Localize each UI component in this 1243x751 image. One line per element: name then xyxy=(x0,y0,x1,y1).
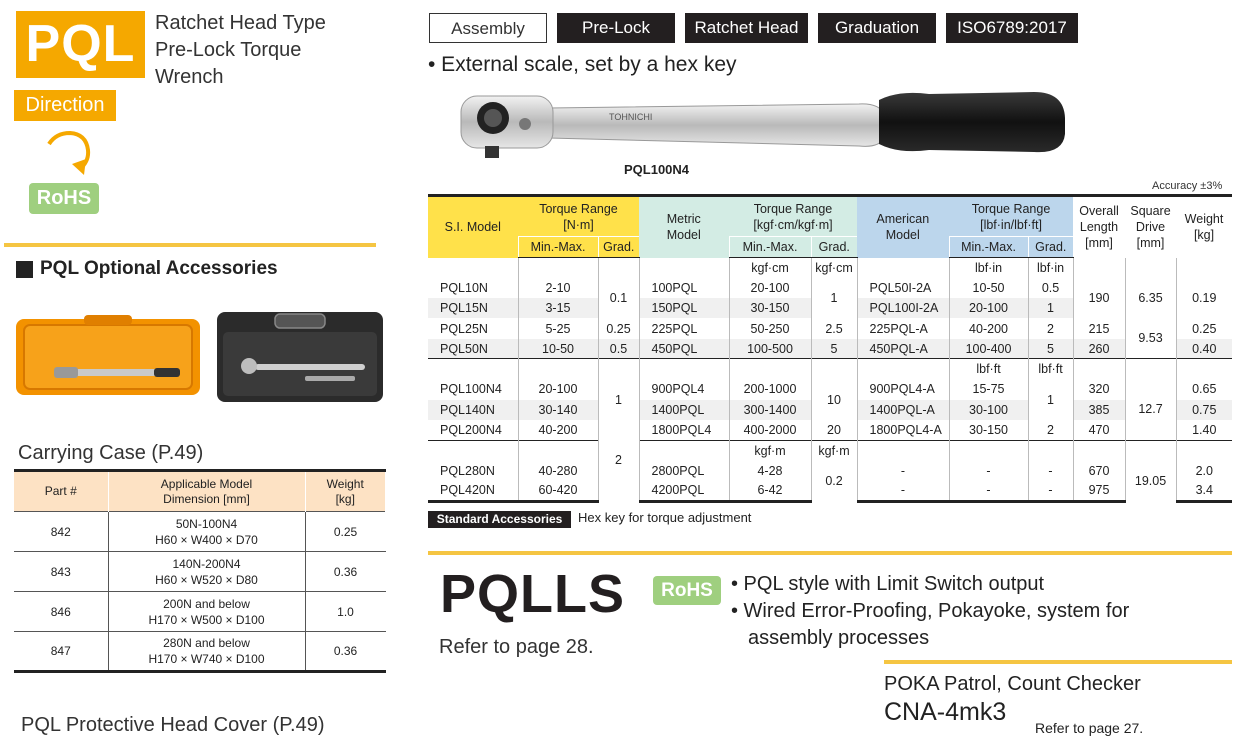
header-metric-model: Metric Model xyxy=(639,196,729,258)
header-minmax: Min.-Max. xyxy=(729,237,811,258)
cell: 0.5 xyxy=(1028,278,1073,298)
unit-row xyxy=(428,359,1232,379)
table-row xyxy=(428,379,1232,399)
pqlls-title: PQLLS xyxy=(440,564,626,624)
cell: 20-100 xyxy=(949,298,1028,318)
accuracy-note: Accuracy ±3% xyxy=(1152,180,1223,192)
feature-text: • External scale, set by a hex key xyxy=(428,53,737,76)
header-minmax: Min.-Max. xyxy=(518,237,598,258)
model-dim-cell: 200N and below H170 × W500 × D100 xyxy=(108,592,305,632)
model-dim-cell: 280N and below H170 × W740 × D100 xyxy=(108,632,305,672)
cell: 6.35 xyxy=(1125,278,1176,319)
cell: 470 xyxy=(1073,420,1125,440)
header-overall-length: Overall Length [mm] xyxy=(1073,196,1125,258)
cna-model: CNA-4mk3 xyxy=(884,698,1007,726)
divider xyxy=(4,243,376,247)
cell: 975 xyxy=(1073,481,1125,501)
unit-row xyxy=(428,440,1232,460)
standard-accessories-label: Standard Accessories xyxy=(428,511,571,528)
spec-table xyxy=(428,194,1232,503)
cell: 10-50 xyxy=(949,278,1028,298)
cell: 0.40 xyxy=(1176,339,1232,359)
cell: 3-15 xyxy=(518,298,598,318)
cell: 0.1 xyxy=(598,278,639,319)
header-torque-kgf: Torque Range [kgf·cm/kgf·m] xyxy=(729,196,857,237)
part-cell: 843 xyxy=(14,552,108,592)
clockwise-arrow-icon xyxy=(44,130,96,176)
rohs-badge: RoHS xyxy=(29,183,99,214)
cell: 0.19 xyxy=(1176,278,1232,319)
cell: 385 xyxy=(1073,400,1125,420)
si-model-cell: PQL280N xyxy=(440,463,495,478)
cell: 9.53 xyxy=(1125,318,1176,359)
cell: 200-1000 xyxy=(729,379,811,399)
header-torque-lbf: Torque Range [lbf·in/lbf·ft] xyxy=(949,196,1073,237)
cell: 300-1400 xyxy=(729,400,811,420)
cell: 4-28 xyxy=(729,460,811,480)
product-title xyxy=(155,10,395,91)
model-dim-cell: 140N-200N4 H60 × W520 × D80 xyxy=(108,552,305,592)
table-row xyxy=(14,592,386,632)
wrench-image xyxy=(459,88,1071,170)
cell: - xyxy=(949,481,1028,501)
cell: 0.25 xyxy=(598,318,639,338)
cell: 100-400 xyxy=(949,339,1028,359)
si-model-cell: PQL200N4 xyxy=(440,422,502,437)
si-model-cell: PQL25N xyxy=(440,321,488,336)
unit-cell: lbf·ft xyxy=(949,359,1028,379)
cell: 1 xyxy=(811,278,857,319)
cell: 19.05 xyxy=(1125,460,1176,501)
cell: 20-100 xyxy=(518,379,598,399)
cell: 150PQL xyxy=(639,298,729,318)
cell: 30-150 xyxy=(949,420,1028,440)
cell: - xyxy=(1028,481,1073,501)
cell: 320 xyxy=(1073,379,1125,399)
cell: 450PQL-A xyxy=(857,339,949,359)
tag-ratchet-head: Ratchet Head xyxy=(685,13,808,43)
cell: 50-250 xyxy=(729,318,811,338)
cell: 40-200 xyxy=(518,420,598,440)
cell: 0.75 xyxy=(1176,400,1232,420)
unit-cell: kgf·cm xyxy=(729,258,811,278)
cell: 4200PQL xyxy=(639,481,729,501)
col-model-dim: Applicable Model Dimension [mm] xyxy=(108,471,305,512)
table-row xyxy=(14,552,386,592)
tag-assembly: Assembly xyxy=(429,13,547,43)
accessories-heading-text: PQL Optional Accessories xyxy=(40,258,278,279)
cell: 40-280 xyxy=(518,460,598,480)
black-case-image xyxy=(215,308,385,406)
cell: 3.4 xyxy=(1176,481,1232,501)
cell: 5 xyxy=(811,339,857,359)
part-cell: 847 xyxy=(14,632,108,672)
cell: 100PQL xyxy=(639,278,729,298)
unit-cell: lbf·ft xyxy=(1028,359,1073,379)
si-model-cell: PQL10N xyxy=(440,280,488,295)
cell: 1800PQL4 xyxy=(639,420,729,440)
unit-cell: lbf·in xyxy=(949,258,1028,278)
header-grad: Grad. xyxy=(598,237,639,258)
tag-graduation: Graduation xyxy=(818,13,936,43)
title-line: Pre-Lock Torque xyxy=(155,39,302,61)
cell: 60-420 xyxy=(518,481,598,501)
header-si-model: S.I. Model xyxy=(428,196,518,258)
cell: 2 xyxy=(1028,318,1073,338)
cell: 2-10 xyxy=(518,278,598,298)
cell: 0.5 xyxy=(598,339,639,359)
cell: 5-25 xyxy=(518,318,598,338)
cell: PQL50I-2A xyxy=(857,278,949,298)
cell: 2.5 xyxy=(811,318,857,338)
unit-cell: kgf·m xyxy=(811,440,857,460)
refer-page-27: Refer to page 27. xyxy=(1035,720,1144,736)
col-part: Part # xyxy=(14,471,108,512)
table-row xyxy=(428,318,1232,338)
cell: 260 xyxy=(1073,339,1125,359)
cell: 450PQL xyxy=(639,339,729,359)
table-row xyxy=(428,278,1232,298)
header-square-drive: Square Drive [mm] xyxy=(1125,196,1176,258)
cell: - xyxy=(949,460,1028,480)
cell: 30-140 xyxy=(518,400,598,420)
cell: 10-50 xyxy=(518,339,598,359)
carrying-case-heading: Carrying Case (P.49) xyxy=(18,442,204,464)
cell: 225PQL-A xyxy=(857,318,949,338)
wrench-caption: PQL100N4 xyxy=(624,162,690,177)
pqlls-features xyxy=(731,571,1201,652)
table-row xyxy=(428,420,1232,440)
cell: - xyxy=(1028,460,1073,480)
direction-badge: Direction xyxy=(14,90,116,121)
cell: 400-2000 xyxy=(729,420,811,440)
header-minmax: Min.-Max. xyxy=(949,237,1028,258)
cell: 30-100 xyxy=(949,400,1028,420)
cell: 40-200 xyxy=(949,318,1028,338)
cell: 30-150 xyxy=(729,298,811,318)
cell: 1.40 xyxy=(1176,420,1232,440)
orange-case-image xyxy=(14,313,202,399)
cell: 1 xyxy=(1028,379,1073,420)
svg-text:TOHNICHI: TOHNICHI xyxy=(609,112,653,122)
carrying-case-table xyxy=(14,469,386,673)
cell: PQL100I-2A xyxy=(857,298,949,318)
si-model-cell: PQL100N4 xyxy=(440,382,502,397)
cell: 20 xyxy=(811,420,857,440)
cell: 2800PQL xyxy=(639,460,729,480)
cell: 2.0 xyxy=(1176,460,1232,480)
standard-accessories-text: Hex key for torque adjustment xyxy=(578,510,752,525)
cell: 6-42 xyxy=(729,481,811,501)
cell: - xyxy=(857,460,949,480)
divider xyxy=(884,660,1232,664)
cell: 190 xyxy=(1073,278,1125,319)
si-model-cell: PQL15N xyxy=(428,298,518,318)
si-model-cell: PQL50N xyxy=(428,339,518,359)
feature-bullet: • Wired Error-Proofing, Pokayoke, system for xyxy=(731,600,1130,622)
rohs-badge: RoHS xyxy=(653,576,721,605)
feature-bullet: • PQL style with Limit Switch output xyxy=(731,573,1045,595)
accessories-heading xyxy=(16,258,278,280)
table-row xyxy=(14,512,386,552)
refer-page-28: Refer to page 28. xyxy=(439,636,594,658)
cell: 1400PQL xyxy=(639,400,729,420)
header-weight: Weight [kg] xyxy=(1176,196,1232,258)
header-torque-nm: Torque Range [N·m] xyxy=(518,196,639,237)
cell: 10 xyxy=(811,379,857,420)
cell: 900PQL4 xyxy=(639,379,729,399)
table-row xyxy=(428,460,1232,480)
weight-cell: 0.36 xyxy=(305,632,386,672)
cell: 900PQL4-A xyxy=(857,379,949,399)
cell: 670 xyxy=(1073,460,1125,480)
part-cell: 842 xyxy=(14,512,108,552)
unit-cell: kgf·m xyxy=(729,440,811,460)
cell: 215 xyxy=(1073,318,1125,338)
cell: 1400PQL-A xyxy=(857,400,949,420)
feature-bullet-cont: assembly processes xyxy=(748,627,930,649)
cell: 0.2 xyxy=(811,460,857,501)
cell: 15-75 xyxy=(949,379,1028,399)
product-badge: PQL xyxy=(16,11,145,78)
title-line: Wrench xyxy=(155,66,224,88)
tag-pre-lock: Pre-Lock xyxy=(557,13,675,43)
cell: 20-100 xyxy=(729,278,811,298)
divider xyxy=(428,551,1232,555)
header-grad: Grad. xyxy=(1028,237,1073,258)
col-weight: Weight [kg] xyxy=(305,471,386,512)
part-cell: 846 xyxy=(14,592,108,632)
weight-cell: 1.0 xyxy=(305,592,386,632)
poka-text: POKA Patrol, Count Checker xyxy=(884,673,1141,695)
cell: 1800PQL4-A xyxy=(857,420,949,440)
weight-cell: 0.36 xyxy=(305,552,386,592)
cell: 2 xyxy=(598,420,639,501)
cell: 225PQL xyxy=(639,318,729,338)
cell: 100-500 xyxy=(729,339,811,359)
cell: - xyxy=(857,481,949,501)
cell: 0.65 xyxy=(1176,379,1232,399)
square-bullet-icon xyxy=(16,261,33,278)
cell: 1 xyxy=(598,379,639,420)
model-dim-cell: 50N-100N4 H60 × W400 × D70 xyxy=(108,512,305,552)
table-row xyxy=(14,632,386,672)
tag-iso: ISO6789:2017 xyxy=(946,13,1078,43)
unit-cell: lbf·in xyxy=(1028,258,1073,278)
weight-cell: 0.25 xyxy=(305,512,386,552)
header-grad: Grad. xyxy=(811,237,857,258)
si-model-cell: PQL140N xyxy=(428,400,518,420)
title-line: Ratchet Head Type xyxy=(155,12,326,34)
header-american-model: American Model xyxy=(857,196,949,258)
cell: 2 xyxy=(1028,420,1073,440)
cell: 1 xyxy=(1028,298,1073,318)
table-row xyxy=(428,339,1232,359)
unit-cell: kgf·cm xyxy=(811,258,857,278)
head-cover-heading: PQL Protective Head Cover (P.49) xyxy=(21,714,325,736)
unit-row xyxy=(428,258,1232,278)
si-model-cell: PQL420N xyxy=(428,481,518,501)
cell: 5 xyxy=(1028,339,1073,359)
cell: 12.7 xyxy=(1125,379,1176,440)
cell: 0.25 xyxy=(1176,318,1232,338)
